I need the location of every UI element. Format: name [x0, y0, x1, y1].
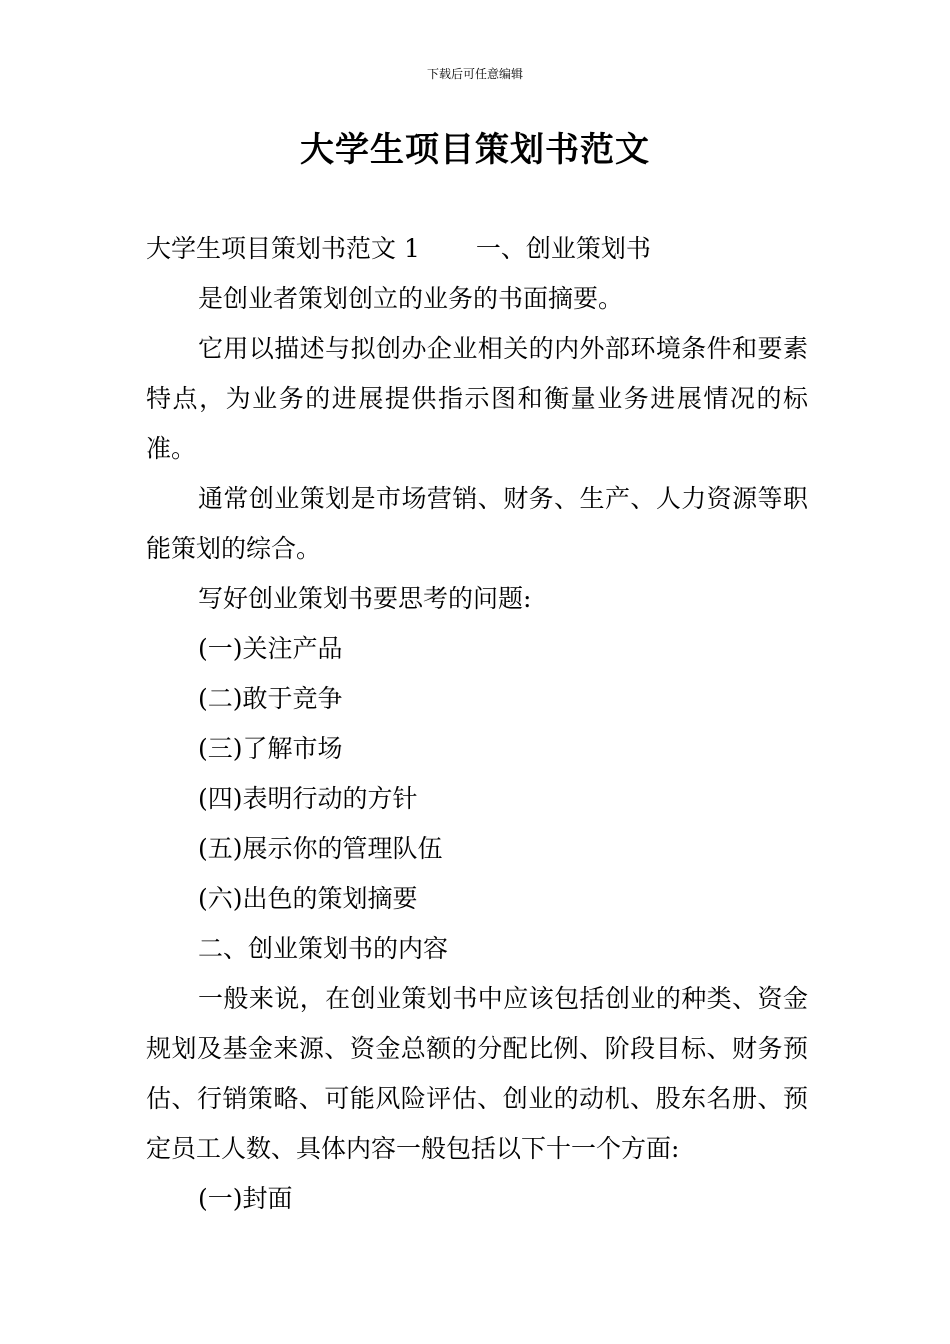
list-item: (一)关注产品	[198, 634, 343, 663]
header-note: 下载后可任意编辑	[426, 67, 523, 81]
list-item: (四)表明行动的方针	[198, 784, 418, 813]
list-item: (二)敢于竞争	[198, 684, 343, 713]
list-item: (三)了解市场	[198, 734, 343, 763]
first-line	[146, 224, 808, 274]
paragraph: 写好创业策划书要思考的问题:	[198, 584, 532, 613]
list-item: (五)展示你的管理队伍	[198, 834, 443, 863]
section-label: 大学生项目策划书范文 1	[146, 234, 420, 263]
list-item: (六)出色的策划摘要	[198, 884, 418, 913]
document-body	[146, 224, 808, 1224]
paragraph: 它用以描述与拟创办企业相关的内外部环境条件和要素特点，为业务的进展提供指示图和衡量业务进展情况的标准。	[146, 334, 808, 463]
document-title: 大学生项目策划书范文	[300, 130, 650, 170]
paragraph: 通常创业策划是市场营销、财务、生产、人力资源等职能策划的综合。	[146, 484, 808, 563]
list-item: (一)封面	[198, 1184, 293, 1213]
section-heading: 一、创业策划书	[475, 234, 651, 263]
paragraph: 一般来说，在创业策划书中应该包括创业的种类、资金规划及基金来源、资金总额的分配比例、阶段目标、财务预估、行销策略、可能风险评估、创业的动机、股东名册、预定员工人数、具体内容一般包括以下十一个方面:	[146, 984, 808, 1163]
section-heading: 二、创业策划书的内容	[198, 934, 449, 963]
paragraph: 是创业者策划创立的业务的书面摘要。	[198, 284, 624, 313]
